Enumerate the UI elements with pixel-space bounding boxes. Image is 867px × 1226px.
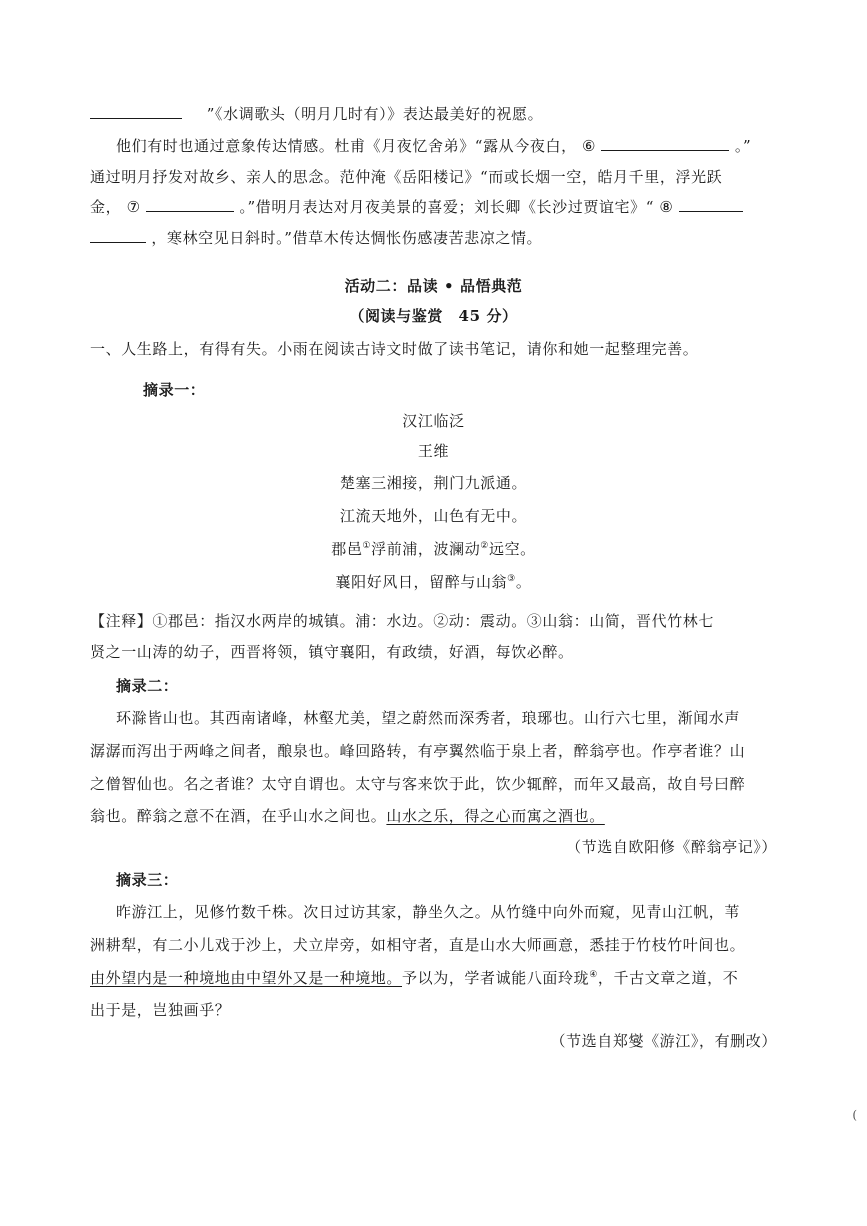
fill-line-2: 他们有时也通过意象传达情感。杜甫《月夜忆舍弟》“露从今夜白， ⑥ 。” [116, 137, 752, 155]
fill-line-3: 通过明月抒发对故乡、亲人的思念。范仲淹《岳阳楼记》“而或长烟一空，皓月千里，浮光跃 [90, 168, 723, 186]
activity-subtitle: （阅读与鉴赏 45 分） [349, 307, 518, 325]
footnote-mark-3: ③ [507, 574, 516, 584]
excerpt2-label: 摘录二： [116, 677, 179, 695]
annotation-line-1: 【注释】①郡邑：指汉水两岸的城镇。浦：水边。②动：震动。③山翁：山简，晋代竹林七 [90, 612, 715, 630]
page-edge-mark: ( [852, 1108, 857, 1122]
question-1: 一、人生路上，有得有失。小雨在阅读古诗文时做了读书笔记，请你和她一起整理完善。 [90, 340, 699, 358]
excerpt2-line-2: 潺潺而泻出于两峰之间者，酿泉也。峰回路转，有亭翼然临于泉上者，醉翁亭也。作亭者谁？山 [90, 742, 746, 760]
annotation-line-2: 贤之一山涛的幼子，西晋将领，镇守襄阳，有政绩，好酒，每饮必醉。 [90, 643, 574, 661]
poem-line-3: 郡邑①浮前浦，波澜动②远空。 [331, 540, 536, 558]
poem-line-1: 楚塞三湘接，荆门九派通。 [339, 474, 528, 492]
excerpt2-source: （节选自欧阳修《醉翁亭记》） [566, 838, 777, 856]
excerpt3-line-2: 洲耕犁，有二小儿戏于沙上，犬立岸旁，如相守者，直是山水大师画意，悉挂于竹枝竹叶间也。 [90, 936, 746, 954]
answer-blank-6[interactable] [601, 136, 729, 151]
poem-line-2: 江流天地外，山色有无中。 [339, 507, 528, 525]
answer-blank-8b[interactable] [90, 228, 146, 243]
footnote-mark-2: ② [480, 541, 489, 551]
poem-line-4: 襄阳好风日，留醉与山翁③。 [335, 573, 532, 591]
poem-author: 王维 [417, 442, 450, 460]
footnote-mark-4: ④ [589, 970, 598, 980]
blank-number-8: ⑧ [659, 198, 674, 216]
excerpt3-line-1: 昨游江上，见修竹数千株。次日过访其家，静坐久之。从竹缝中向外而窥，见青山江帆，苇 [116, 903, 741, 921]
fill-line-4: 金， ⑦ 。”借明月表达对月夜美景的喜爱；刘长卿《长沙过贾谊宅》“ ⑧ [90, 197, 777, 217]
excerpt3-line-3: 由外望内是一种境地由中望外又是一种境地。予以为，学者诚能八面玲珑④，千古文章之道，不 [90, 969, 739, 987]
excerpt1-label: 摘录一： [143, 381, 206, 399]
underlined-sentence: 山水之乐，得之心而寓之酒也。 [386, 807, 605, 825]
underlined-sentence: 由外望内是一种境地由中望外又是一种境地。 [90, 969, 403, 987]
footnote-mark-1: ① [362, 541, 372, 551]
answer-blank-8a[interactable] [679, 197, 743, 212]
fill-line-5: ，寒林空见日斜时。”借草木传达惆怅伤感凄苦悲凉之情。 [90, 228, 777, 248]
excerpt3-label: 摘录三： [116, 871, 179, 889]
poem-title: 汉江临泛 [402, 412, 465, 430]
blank-line-1: ”《水调歌头（明月几时有）》表达最美好的祝愿。 [90, 104, 777, 124]
excerpt2-line-1: 环滁皆山也。其西南诸峰，林壑尤美，望之蔚然而深秀者，琅琊也。山行六七里，渐闻水声 [116, 709, 741, 727]
answer-blank-7[interactable] [146, 197, 234, 212]
excerpt2-line-4: 翁也。醉翁之意不在酒，在乎山水之间也。山水之乐，得之心而寓之酒也。 [90, 807, 605, 825]
excerpt3-line-4: 出于是，岂独画乎？ [90, 1001, 231, 1019]
activity-title: 活动二：品读 • 品悟典范 [344, 277, 523, 295]
blank-number-7: ⑦ [126, 198, 141, 216]
excerpt2-line-3: 之僧智仙也。名之者谁？太守自谓也。太守与客来饮于此，饮少辄醉，而年又最高，故自号曰醉 [90, 775, 746, 793]
answer-blank[interactable] [90, 104, 182, 119]
blank-number-6: ⑥ [582, 137, 597, 155]
excerpt3-source: （节选自郑燮《游江》，有删改） [550, 1032, 777, 1050]
